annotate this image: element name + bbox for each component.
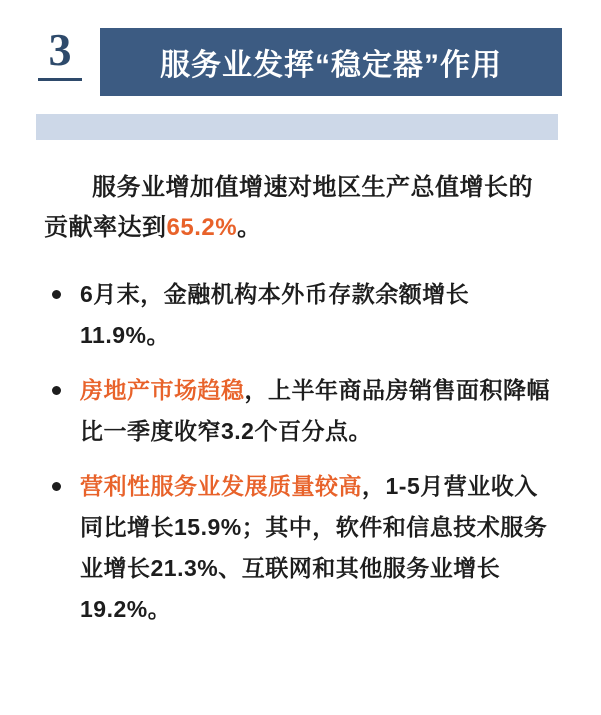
bullet-2-segment-1: 房地产市场趋稳	[80, 377, 245, 403]
lead-highlight-value: 65.2%	[166, 214, 238, 241]
bullet-dot-icon	[52, 386, 61, 395]
bullet-2-segment-2: ，上半年商品房销售面积降幅比一季度收窄3.2个百分点。	[80, 377, 550, 444]
section-content	[0, 130, 601, 674]
lead-text-part2: 。	[237, 214, 262, 241]
bullet-list	[44, 274, 557, 630]
section-title-bar	[100, 28, 562, 96]
section-header	[0, 0, 601, 130]
list-item	[44, 274, 557, 356]
lead-text-part1: 服务业增加值增速对地区生产总值增长的贡献率达到	[44, 174, 533, 241]
bullet-dot-icon	[52, 290, 61, 299]
section-number	[32, 24, 88, 81]
bullet-1-segment-1: 6月末，金融机构本外币存款余额增长11.9%。	[80, 281, 470, 348]
list-item	[44, 466, 557, 630]
section-number-text: 3	[48, 24, 72, 75]
section-number-underline	[38, 78, 82, 81]
page-title: 服务业发挥“稳定器”作用	[160, 49, 502, 82]
bullet-3-segment-1: 营利性服务业发展质量较高	[80, 473, 362, 499]
bullet-3-segment-2: ，1-5月营业收入同比增长15.9%；其中，软件和信息技术服务业增长21.3%、互联网和其他服务业增长19.2%。	[80, 473, 548, 622]
lead-paragraph	[44, 168, 557, 248]
bottom-spacer	[44, 644, 557, 674]
list-item	[44, 370, 557, 452]
bullet-dot-icon	[52, 482, 61, 491]
